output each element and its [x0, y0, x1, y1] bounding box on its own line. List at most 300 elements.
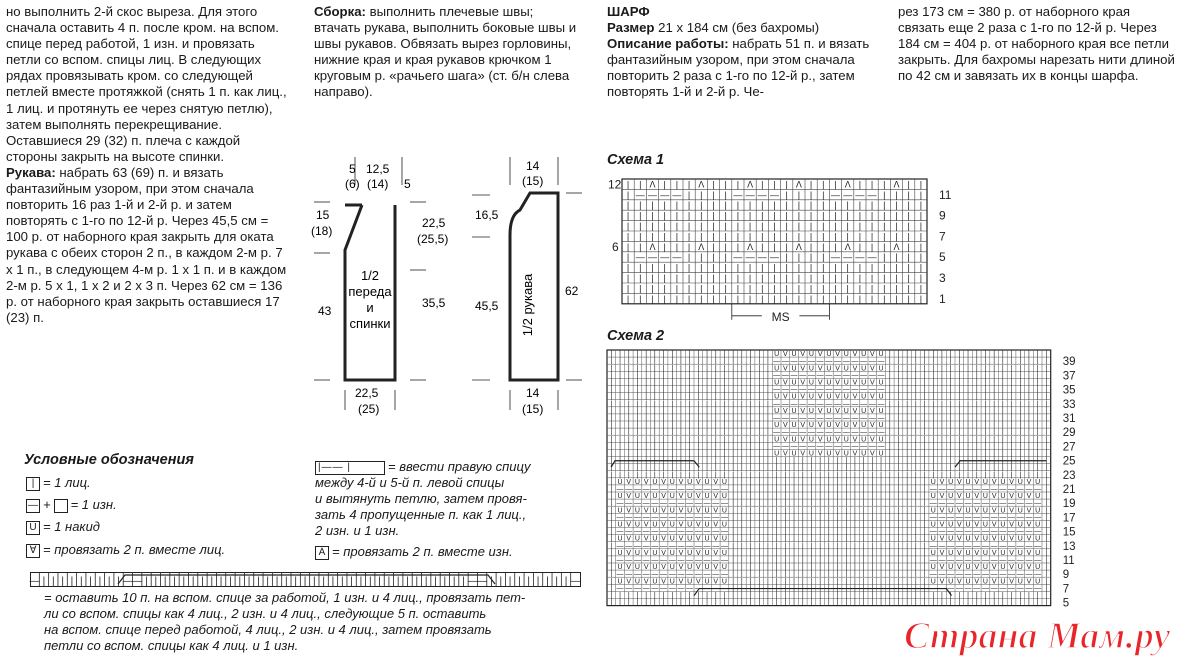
schema-2-cell-mark: |: [914, 464, 917, 472]
schema-2-cell-mark: |: [697, 443, 700, 451]
knit-mark: |: [396, 576, 400, 587]
schema-2-cell-mark: —: [799, 386, 807, 394]
schema-2-cell-mark: |: [810, 592, 813, 600]
schema-2-cell-mark: —: [868, 429, 876, 437]
schema-2-cell-mark: |: [897, 393, 900, 401]
schema-2-cell-mark: |: [723, 443, 726, 451]
schema-2-cell-mark: |: [688, 351, 691, 359]
schema-2-row-label: 29: [1062, 427, 1076, 440]
schema-2-cell-mark: |: [967, 464, 969, 472]
schema-2-cell-mark: |: [627, 422, 630, 430]
schema-2-cell-mark: |: [975, 464, 978, 472]
schema-2-cell-mark: |: [784, 585, 787, 593]
schema-2-cell-mark: V: [852, 436, 858, 444]
schema-2-cell-mark: |: [941, 457, 943, 465]
schema-2-cell-mark: |: [636, 471, 639, 479]
schema-2-cell-mark: |: [923, 407, 926, 415]
schema-2-cell-mark: —: [799, 358, 807, 366]
schema-1-cell-mark: —: [672, 189, 682, 200]
schema-1-cell-mark: |: [797, 189, 801, 200]
schema-2-cell-mark: |: [767, 415, 769, 422]
schema-2-cell-mark: U: [878, 450, 884, 458]
schema-1-cell-mark: |: [773, 273, 776, 283]
schema-2-cell-mark: |: [871, 585, 874, 593]
schema-2-cell-mark: —: [799, 415, 807, 422]
schema-1-cell-mark: |: [724, 293, 727, 304]
schema-2-cell-mark: |: [636, 464, 639, 472]
schema-2-cell-mark: |: [688, 464, 691, 472]
schema-2-cell-mark: |: [740, 422, 743, 430]
schema-2-cell-mark: |: [767, 471, 769, 479]
schema-1-cell-mark: |: [639, 231, 642, 242]
schema-2-cell-mark: |: [706, 471, 708, 479]
schema-2-cell-mark: —: [686, 514, 694, 522]
schema-2-cell-mark: |: [871, 578, 874, 586]
schema-2-cell-mark: |: [888, 557, 891, 564]
schema-2-cell-mark: —: [781, 386, 789, 394]
schema-2-cell-mark: —: [964, 500, 972, 508]
schema-2-cell-mark: —: [807, 400, 815, 408]
schema-2-cell-mark: |: [662, 443, 665, 451]
schema-2-cell-mark: V: [800, 365, 806, 373]
schema-2-cell-mark: —: [668, 585, 676, 593]
schema-2-cell-mark: |: [827, 557, 830, 564]
schema-2-cell-mark: |: [906, 585, 909, 593]
schema-2-cell-mark: |: [801, 521, 804, 529]
schema-2-cell-mark: U: [774, 365, 780, 373]
schema-2-cell-mark: |: [749, 365, 752, 373]
schema-2-cell-mark: |: [1028, 443, 1030, 451]
schema-2-cell-mark: |: [610, 464, 613, 472]
schema-2-cell-mark: |: [680, 429, 682, 437]
schema-2-cell-mark: |: [880, 571, 882, 579]
schema-2-cell-mark: |: [732, 429, 735, 437]
schema-2-cell-mark: —: [625, 528, 633, 536]
schema-2-cell-mark: |: [897, 514, 900, 522]
schema-2-cell-mark: |: [775, 542, 778, 550]
schema-2-cell-mark: |: [740, 535, 743, 543]
schema-1-cell-mark: |: [883, 241, 886, 252]
schema-1-cell-mark: |: [712, 231, 715, 242]
schema-2-cell-mark: |: [967, 358, 969, 366]
schema-2-cell-mark: |: [723, 400, 726, 408]
legend-cross-line-1: = ввести правую спицу: [388, 459, 531, 474]
schema-2-cell-mark: |: [793, 549, 795, 557]
schema-1-cell-mark: |: [712, 189, 715, 200]
schema-2-cell-mark: |: [619, 358, 621, 366]
schema-2-cell-mark: |: [967, 443, 969, 451]
schema-2-cell-mark: V: [835, 393, 840, 401]
knit-mark: |: [406, 576, 409, 587]
schema-2-cell-mark: |: [714, 372, 717, 380]
schema-2-cell-mark: —: [616, 542, 624, 550]
schema-2-cell-mark: U: [808, 379, 814, 387]
schema-1-cell-mark: |: [907, 252, 910, 263]
schema-1-cell-mark: |: [883, 283, 886, 294]
schema-2-cell-mark: |: [1028, 450, 1030, 458]
schema-2-cell-mark: U: [826, 407, 832, 415]
schema-2-cell-mark: |: [810, 564, 813, 572]
schema-2-cell-mark: |: [1010, 415, 1013, 422]
schema-2-cell-mark: |: [627, 415, 630, 422]
schema-2-cell-mark: |: [1036, 464, 1039, 472]
schema-2-cell-mark: U: [791, 379, 797, 387]
schema-2-cell-mark: |: [888, 592, 891, 600]
schema-2-cell-mark: U: [791, 407, 797, 415]
schema-2-cell-mark: —: [929, 528, 937, 536]
schema-2-cell-mark: |: [723, 429, 726, 437]
schema-2-cell-mark: |: [653, 457, 656, 465]
schema-2-cell-mark: —: [651, 528, 659, 536]
schema-2-cell-mark: |: [897, 450, 900, 458]
schema-2-cell-mark: |: [923, 549, 926, 557]
schema-2-cell-mark: |: [706, 386, 708, 394]
schema-1-cell-mark: —: [733, 189, 743, 200]
schema-2-cell-mark: |: [1019, 443, 1022, 451]
schema-2-cell-mark: |: [906, 535, 909, 543]
schema-2-cell-mark: |: [967, 599, 969, 607]
schema-2-cell-mark: |: [854, 471, 856, 479]
schema-1-cell-mark: |: [858, 283, 862, 294]
knit-mark: |: [79, 576, 83, 587]
schema-1-cell-mark: |: [870, 241, 874, 252]
schema-2-cell-mark: |: [697, 407, 700, 415]
schema-2-cell-mark: |: [932, 415, 935, 422]
schema-2-cell-mark: |: [758, 500, 761, 508]
schema-2-cell-mark: |: [1001, 372, 1004, 380]
schema-2-cell-mark: —: [694, 514, 702, 522]
schema-2-cell-mark: —: [1016, 500, 1024, 508]
legend-cross-line-2: между 4-й и 5-й п. левой спицы: [315, 475, 505, 490]
schema-2-cell-mark: —: [1016, 585, 1024, 593]
schema-2-cell-mark: U: [808, 365, 814, 373]
schema-2-cell-mark: |: [854, 500, 856, 508]
schema-2-cell-mark: —: [851, 372, 859, 380]
schema-2-cell-mark: —: [955, 528, 963, 536]
schema-2-cell-mark: |: [914, 500, 917, 508]
schema-2-cell-mark: |: [793, 542, 795, 550]
size-text: 21 х 184 см (без бахромы): [654, 20, 820, 36]
schema-2-cell-mark: |: [636, 407, 639, 415]
schema-2-cell-mark: |: [758, 422, 761, 430]
schema-2-cell-mark: |: [627, 457, 630, 465]
schema-2-cell-mark: |: [854, 549, 856, 557]
schema-1-cell-mark: |: [663, 231, 666, 242]
knit-mark: |: [154, 576, 158, 587]
schema-2-cell-mark: |: [627, 436, 630, 444]
schema-2-cell-mark: |: [845, 564, 848, 572]
schema-2-cell-mark: —: [973, 500, 981, 508]
schema-2-cell-mark: V: [643, 564, 649, 572]
schema-1-cell-mark: |: [651, 262, 654, 273]
schema-2-cell-mark: —: [694, 585, 702, 593]
schema-2-cell-mark: V: [974, 493, 980, 501]
schema-2-row-label: 33: [1062, 398, 1076, 411]
schema-2-cell-mark: |: [897, 564, 900, 572]
schema-1-cell-mark: |: [700, 283, 703, 294]
schema-2-cell-mark: —: [686, 557, 694, 564]
schema-2-cell-mark: |: [758, 578, 761, 586]
knit-mark: |: [98, 576, 102, 587]
schema-1-cell-mark: |: [724, 283, 727, 294]
schema-1-cell-mark: |: [700, 200, 703, 211]
schema-2-cell-mark: |: [671, 599, 674, 607]
schema-1-grid: [600, 173, 950, 323]
schema-2-cell-mark: |: [967, 436, 969, 444]
schema-2-cell-mark: |: [1045, 464, 1048, 472]
schema-2-cell-mark: U: [861, 379, 867, 387]
schema-2-cell-mark: |: [784, 493, 787, 501]
purl-mark: —: [570, 576, 581, 587]
schema-2-cell-mark: |: [749, 436, 752, 444]
schema-1-cell-mark: |: [700, 221, 703, 231]
schema-2-cell-mark: |: [680, 592, 682, 600]
schema-2-cell-mark: |: [714, 464, 717, 472]
schema-2-cell-mark: |: [732, 486, 735, 493]
schema-2-cell-mark: U: [965, 507, 971, 515]
schema-1-cell-mark: |: [822, 179, 825, 190]
schema-2-cell-mark: |: [827, 542, 830, 550]
schema-1-cell-mark: |: [773, 179, 776, 190]
schema-2-cell-mark: —: [860, 386, 868, 394]
schema-2-cell-mark: —: [1034, 585, 1042, 593]
schema-2-cell-mark: |: [880, 514, 882, 522]
schema-2-cell-mark: |: [1045, 514, 1048, 522]
schema-2-cell-mark: |: [662, 379, 665, 387]
knit-mark: |: [275, 576, 279, 587]
schema-2-cell-mark: —: [781, 443, 789, 451]
schema-2-cell-mark: V: [817, 365, 823, 373]
schema-1-cell-mark: |: [748, 210, 752, 221]
schema-1-cell-mark: |: [761, 262, 764, 273]
schema-2-cell-mark: —: [660, 557, 668, 564]
schema-2-cell-mark: —: [816, 400, 824, 408]
schema-2-cell-mark: |: [906, 365, 909, 373]
schema-2-cell-mark: |: [671, 450, 674, 458]
schema-2-cell-mark: |: [636, 457, 639, 465]
schema-2-cell-mark: V: [626, 478, 632, 486]
schema-1-cell-mark: |: [773, 200, 776, 211]
schema-2-cell-mark: U: [965, 578, 971, 586]
schema-2-cell-mark: |: [653, 422, 656, 430]
schema-2-cell-mark: —: [825, 443, 833, 451]
schema-1-cell-mark: |: [724, 252, 727, 263]
schema-2-cell-mark: V: [974, 507, 980, 515]
schema-2-cell-mark: |: [1045, 372, 1048, 380]
schema-2-cell-mark: |: [914, 478, 917, 486]
schema-1-cell-mark: |: [675, 262, 679, 273]
schema-1-cell-mark: |: [809, 241, 813, 252]
schema-2-cell-mark: —: [712, 557, 720, 564]
schema-2-cell-mark: |: [862, 599, 865, 607]
schema-2-cell-mark: |: [862, 486, 865, 493]
schema-2-cell-mark: —: [651, 571, 659, 579]
schema-1-cell-mark: |: [761, 200, 764, 211]
schema-2-cell-mark: V: [800, 407, 806, 415]
schema-2-cell-mark: —: [677, 500, 685, 508]
schema-2-cell-mark: |: [723, 450, 726, 458]
schema-2-cell-mark: |: [610, 571, 613, 579]
schema-1-cell-mark: |: [907, 179, 910, 190]
schema-2-cell-mark: |: [767, 578, 769, 586]
schema-2-cell-mark: |: [914, 585, 917, 593]
schema-2-cell-mark: |: [1001, 379, 1004, 387]
schema-1-cell-mark: |: [736, 283, 740, 294]
schema-2-cell-mark: |: [914, 372, 917, 380]
schema-2-cell-mark: —: [712, 514, 720, 522]
schema-2-cell-mark: —: [668, 514, 676, 522]
schema-1-cell-mark: |: [700, 262, 703, 273]
schema-2-cell-mark: |: [1045, 486, 1048, 493]
schema-2-cell-mark: |: [810, 500, 813, 508]
schema-2-cell-mark: |: [732, 407, 735, 415]
schema-2-cell-mark: |: [993, 471, 996, 479]
schema-2-cell-mark: |: [871, 564, 874, 572]
schema-2-cell-mark: |: [1045, 521, 1048, 529]
schema-2-cell-mark: |: [706, 379, 708, 387]
schema-2-cell-mark: |: [636, 436, 639, 444]
schema-2-row-label: 35: [1062, 384, 1076, 397]
schema-2-cell-mark: |: [949, 379, 952, 387]
schema-2-cell-mark: U: [965, 493, 971, 501]
sleeve-dim-bottom: 14: [526, 386, 540, 400]
schema-2-cell-mark: |: [775, 464, 778, 472]
schema-2-cell-mark: U: [687, 578, 693, 586]
schema-2-cell-mark: |: [993, 457, 996, 465]
schema-1-cell-mark: |: [663, 273, 666, 283]
schema-2-cell-mark: |: [984, 592, 987, 600]
schema-2-cell-mark: |: [914, 351, 917, 359]
schema-2-cell-mark: |: [810, 471, 813, 479]
schema-2-cell-mark: U: [791, 422, 797, 430]
schema-1-cell-mark: Λ: [795, 241, 802, 252]
schema-2-cell-mark: —: [677, 514, 685, 522]
schema-2-cell-mark: V: [626, 564, 632, 572]
schema-2-cell-mark: —: [851, 358, 859, 366]
schema-1-cell-mark: |: [797, 252, 801, 263]
schema-2-cell-mark: U: [1017, 521, 1023, 529]
schema-1-cell-mark: |: [883, 221, 886, 231]
schema-2-cell-mark: |: [871, 486, 874, 493]
schema-2-cell-mark: |: [1028, 351, 1030, 359]
schema-2-cell-mark: —: [964, 514, 972, 522]
schema-2-cell-mark: |: [1001, 436, 1004, 444]
schema-2-cell-mark: |: [923, 351, 926, 359]
schema-2-cell-mark: —: [668, 528, 676, 536]
schema-2-cell-mark: —: [999, 514, 1007, 522]
schema-2-cell-mark: |: [793, 493, 795, 501]
schema-2-cell-mark: U: [826, 365, 832, 373]
schema-2-cell-mark: |: [897, 521, 900, 529]
schema-2-cell-mark: |: [1045, 379, 1048, 387]
schema-2-cell-mark: |: [740, 471, 743, 479]
schema-1-cell-mark: |: [846, 293, 849, 304]
schema-2-cell-mark: |: [793, 478, 795, 486]
schema-2-cell-mark: |: [767, 528, 769, 536]
schema-2-cell-mark: |: [793, 571, 795, 579]
schema-1-cell-mark: |: [700, 189, 703, 200]
schema-2-cell-mark: |: [949, 365, 952, 373]
schema-2-cell-mark: |: [767, 372, 769, 380]
schema-2-cell-mark: |: [732, 564, 735, 572]
schema-2-cell-mark: U: [1035, 493, 1041, 501]
schema-1-cell-mark: |: [785, 210, 788, 221]
schema-2-cell-mark: |: [941, 358, 943, 366]
schema-2-cell-mark: |: [653, 351, 656, 359]
schema-2-cell-mark: U: [948, 478, 954, 486]
schema-2-cell-mark: |: [1001, 429, 1004, 437]
schema-2-cell-mark: |: [1019, 429, 1022, 437]
schema-2-cell-mark: |: [827, 549, 830, 557]
schema-2-cell-mark: |: [671, 407, 674, 415]
schema-2-row-label: 25: [1062, 455, 1076, 468]
schema-2-cell-mark: |: [854, 478, 856, 486]
schema-2-cell-mark: V: [991, 493, 997, 501]
schema-2-cell-mark: |: [732, 415, 735, 422]
schema-2-cell-mark: |: [688, 450, 691, 458]
schema-2-cell-mark: |: [627, 393, 630, 401]
schema-2-cell-mark: |: [949, 457, 952, 465]
schema-2-cell-mark: |: [767, 400, 769, 408]
schema-2-cell-mark: |: [923, 500, 926, 508]
schema-2-cell-mark: |: [636, 592, 639, 600]
schema-2-cell-mark: —: [807, 443, 815, 451]
schema-2-cell-mark: |: [653, 379, 656, 387]
schema-2-cell-mark: —: [1025, 585, 1033, 593]
schema-2-cell-mark: V: [835, 407, 840, 415]
schema-2-cell-mark: |: [784, 571, 787, 579]
schema-2-cell-mark: V: [783, 450, 788, 458]
schema-2-cell-mark: |: [610, 457, 613, 465]
schema-2-cell-mark: —: [781, 358, 789, 366]
schema-1-cell-mark: |: [834, 231, 837, 242]
schema-2-cell-mark: —: [720, 557, 728, 564]
schema-2-cell-mark: V: [800, 351, 806, 359]
schema-2-cell-mark: |: [888, 471, 891, 479]
schema-2-cell-mark: |: [784, 500, 787, 508]
schema-2-cell-mark: |: [949, 429, 952, 437]
schema-2-cell-mark: |: [1019, 358, 1022, 366]
schema-2-cell-mark: —: [790, 415, 798, 422]
schema-2-cell-mark: |: [740, 429, 743, 437]
schema-2-cell-mark: V: [957, 507, 962, 515]
schema-2-cell-mark: |: [888, 457, 891, 465]
schema-2-cell-mark: |: [610, 386, 613, 394]
schema-2-cell-mark: |: [680, 471, 682, 479]
schema-2-cell-mark: |: [697, 464, 700, 472]
schema-2-cell-mark: |: [1028, 415, 1030, 422]
schema-2-cell-mark: —: [947, 486, 955, 493]
schema-2-cell-mark: |: [993, 436, 996, 444]
schema-2-cell-mark: |: [941, 599, 943, 607]
schema-2-cell-mark: |: [749, 514, 752, 522]
schema-2-cell-mark: V: [696, 578, 701, 586]
schema-2-cell-mark: |: [810, 571, 813, 579]
schema-2-cell-mark: |: [706, 450, 708, 458]
schema-2-cell-mark: V: [957, 549, 962, 557]
schema-2-cell-mark: |: [749, 486, 752, 493]
schema-2-cell-mark: U: [669, 578, 675, 586]
schema-1-cell-mark: |: [663, 283, 666, 294]
schema-2-cell-mark: —: [686, 500, 694, 508]
schema-2-cell-mark: —: [633, 542, 641, 550]
schema-2-cell-mark: |: [932, 471, 935, 479]
knit-mark: |: [61, 576, 64, 587]
schema-2-cell-mark: —: [999, 585, 1007, 593]
schema-2-cell-mark: |: [749, 585, 752, 593]
schema-2-cell-mark: —: [938, 557, 946, 564]
schema-1-cell-mark: |: [785, 262, 788, 273]
